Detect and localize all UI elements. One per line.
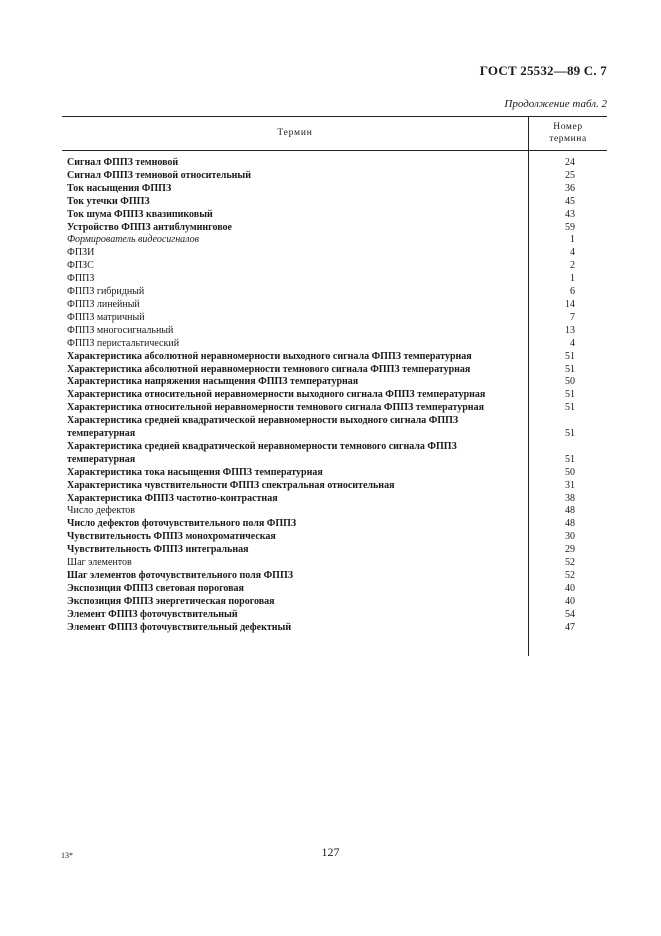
term-text: Характеристика абсолютной неравномерности выходного сигнала ФППЗ температурная [67, 350, 472, 362]
term-text: Элемент ФППЗ фоточувствительный дефектный [67, 621, 292, 633]
term-number: 13 [565, 324, 575, 336]
table-row [67, 260, 607, 273]
term-number: 38 [565, 492, 575, 504]
table-row [67, 209, 607, 222]
term-number: 40 [565, 582, 575, 594]
term-text: Экспозиция ФППЗ энергетическая пороговая [67, 595, 275, 607]
table-top-rule [62, 116, 607, 117]
term-number: 54 [565, 608, 575, 620]
table-row [67, 531, 607, 544]
table-row [67, 518, 607, 531]
term-number: 14 [565, 298, 575, 310]
term-text: ФППЗ перистальтический [67, 337, 180, 349]
term-number: 43 [565, 208, 575, 220]
term-text: температурная [67, 453, 136, 465]
column-header-number-line1: Номер [553, 122, 583, 132]
term-text: Ток шума ФППЗ квазипиковый [67, 208, 213, 220]
term-text: Формирователь видеосигналов [67, 234, 199, 246]
term-text: Число дефектов [67, 505, 136, 517]
table-row [67, 351, 607, 364]
term-index-rows [67, 157, 607, 635]
term-number: 25 [565, 169, 575, 181]
page-number: 127 [321, 845, 340, 859]
table-row [67, 364, 607, 377]
term-text: Экспозиция ФППЗ световая пороговая [67, 582, 244, 594]
term-text: ФППЗ матричный [67, 311, 145, 323]
table-row [67, 338, 607, 351]
term-number: 1 [570, 273, 575, 285]
term-text: Сигнал ФППЗ темновой [67, 157, 179, 168]
term-number: 6 [570, 286, 575, 298]
term-number: 24 [565, 157, 575, 168]
term-text: Характеристика ФППЗ частотно-контрастная [67, 492, 278, 504]
term-text: Сигнал ФППЗ темновой относительный [67, 169, 251, 181]
term-number: 50 [565, 376, 575, 388]
table-row [67, 622, 607, 635]
footer-signature-mark: 13* [61, 851, 73, 860]
term-number: 52 [565, 570, 575, 581]
table-row [67, 544, 607, 557]
term-number: 51 [565, 453, 575, 465]
term-number: 52 [565, 557, 575, 569]
term-text: Характеристика средней квадратической неравномерности выходного сигнала ФППЗ [67, 415, 459, 427]
table-row [67, 312, 607, 325]
term-number: 30 [565, 531, 575, 543]
term-text: Характеристика средней квадратической неравномерности темнового сигнала ФППЗ [67, 440, 457, 452]
table-row [67, 596, 607, 609]
term-number: 51 [565, 389, 575, 401]
table-row [67, 183, 607, 196]
term-text: Характеристика тока насыщения ФППЗ температурная [67, 466, 323, 478]
document-header: ГОСТ 25532—89 С. 7 [479, 63, 607, 78]
table-row [67, 505, 607, 518]
table-row [67, 415, 607, 428]
term-text: Ток утечки ФППЗ [67, 195, 150, 207]
term-number: 51 [565, 402, 575, 414]
term-number: 47 [565, 621, 575, 633]
table-row [67, 467, 607, 480]
table-row [67, 389, 607, 402]
table-row [67, 493, 607, 506]
table-row [67, 570, 607, 583]
term-text: температурная [67, 428, 136, 440]
term-text: ФПЗС [67, 260, 94, 272]
term-number: 2 [570, 260, 575, 272]
table-row [67, 480, 607, 493]
term-number: 51 [565, 428, 575, 440]
term-text: Характеристика напряжения насыщения ФППЗ температурная [67, 376, 359, 388]
table-continuation-label: Продолжение табл. 2 [504, 98, 607, 110]
term-number: 59 [565, 221, 575, 233]
table-row [67, 441, 607, 454]
term-text: ФППЗ линейный [67, 298, 140, 310]
term-number: 45 [565, 195, 575, 207]
term-text: Характеристика относительной неравномерности выходного сигнала ФППЗ температурная [67, 389, 486, 401]
table-row [67, 247, 607, 260]
term-number: 31 [565, 479, 575, 491]
term-number: 48 [565, 505, 575, 517]
term-text: Шаг элементов фоточувствительного поля ФППЗ [67, 570, 294, 581]
table-row [67, 170, 607, 183]
term-number: 40 [565, 595, 575, 607]
table-row [67, 583, 607, 596]
term-number: 4 [570, 337, 575, 349]
term-text: Характеристика чувствительности ФППЗ спектральная относительная [67, 479, 395, 491]
table-row [67, 157, 607, 170]
term-text: Характеристика абсолютной неравномерности темнового сигнала ФППЗ температурная [67, 363, 471, 375]
term-number: 7 [570, 311, 575, 323]
term-text: Число дефектов фоточувствительного поля ФППЗ [67, 518, 297, 530]
table-row [67, 402, 607, 415]
table-header-rule [62, 150, 607, 151]
table-row [67, 609, 607, 622]
table-row [67, 557, 607, 570]
table-row [67, 196, 607, 209]
term-text: ФППЗ многосигнальный [67, 324, 174, 336]
table-row [67, 273, 607, 286]
term-number: 51 [565, 363, 575, 375]
term-text: Элемент ФППЗ фоточувствительный [67, 608, 238, 620]
table-row [67, 234, 607, 247]
term-text: Чувствительность ФППЗ монохроматическая [67, 531, 276, 543]
column-header-term: Термин [277, 128, 313, 138]
table-row [67, 454, 607, 467]
column-header-number [529, 121, 607, 145]
table-row [67, 376, 607, 389]
term-text: Ток насыщения ФППЗ [67, 182, 172, 194]
term-number: 4 [570, 247, 575, 259]
term-number: 48 [565, 518, 575, 530]
table-row [67, 325, 607, 338]
term-number: 29 [565, 544, 575, 556]
term-text: Чувствительность ФППЗ интегральная [67, 544, 249, 556]
table-row [67, 299, 607, 312]
table-row [67, 222, 607, 235]
column-header-number-line2: термина [549, 134, 587, 144]
term-number: 36 [565, 182, 575, 194]
term-text: ФППЗ гибридный [67, 286, 145, 298]
term-number: 51 [565, 350, 575, 362]
table-row [67, 428, 607, 441]
term-text: Шаг элементов [67, 557, 132, 569]
term-number: 1 [570, 234, 575, 246]
term-number: 50 [565, 466, 575, 478]
table-row [67, 286, 607, 299]
term-text: Характеристика относительной неравномерности темнового сигнала ФППЗ температурная [67, 402, 484, 414]
term-text: ФПЗИ [67, 247, 95, 259]
term-text: Устройство ФППЗ антиблуминговое [67, 221, 232, 233]
term-text: ФППЗ [67, 273, 95, 285]
